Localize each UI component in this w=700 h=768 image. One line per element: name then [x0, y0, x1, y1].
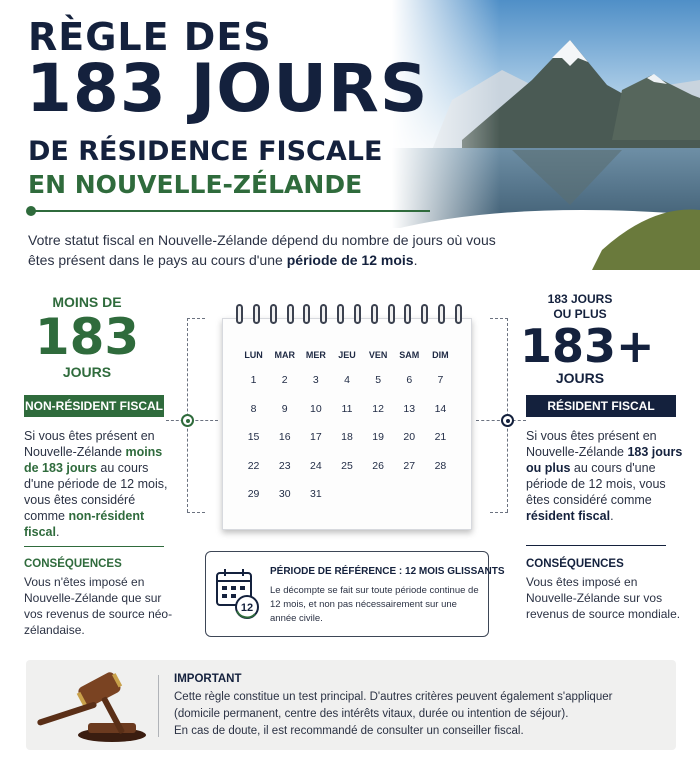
calendar-weekday: SAM [399, 350, 420, 360]
right-consequences-text: Vous êtes imposé en Nouvelle-Zélande sur vos revenus de source mondiale. [526, 575, 681, 621]
title-line-1: RÈGLE DES [28, 15, 272, 59]
calendar-weekday: DIM [432, 350, 449, 360]
left-connector-top [187, 318, 205, 319]
calendar-day: 14 [434, 402, 447, 415]
calendar-weekday: MAR [274, 350, 295, 360]
calendar-ring [354, 304, 361, 324]
title-line-3: DE RÉSIDENCE FISCALE [28, 136, 383, 167]
calendar-day: 6 [406, 374, 413, 386]
calendar-ring [270, 304, 277, 324]
calendar-ring [371, 304, 378, 324]
calendar-day: 11 [341, 402, 353, 415]
right-description [526, 428, 686, 524]
calendar-day: 8 [250, 402, 257, 415]
right-consequences-title: CONSÉQUENCES [526, 558, 624, 570]
calendar-day: 29 [247, 488, 260, 500]
left-text-part: au cours d'une période de 12 mois, vous êtes considéré comme [24, 461, 168, 523]
calendar-ring [303, 304, 310, 324]
calendar-day: 4 [344, 374, 350, 386]
right-label-bottom: JOURS [555, 370, 605, 386]
title-divider-dot [26, 206, 36, 216]
calendar-day: 2 [281, 374, 288, 386]
intro-text [28, 230, 498, 270]
left-day-count [22, 294, 152, 380]
calendar-day: 15 [247, 431, 260, 443]
calendar-day: 18 [341, 431, 353, 443]
calendar-ring [404, 304, 411, 324]
calendar-day: 21 [434, 431, 447, 443]
important-line: (domicile permanent, centre des intérêts vitaux, durée ou intention de séjour). [174, 708, 569, 720]
calendar-day: 25 [341, 459, 353, 472]
calendar-day: 17 [310, 431, 322, 443]
left-text-bold: non-résident fiscal [24, 509, 145, 539]
calendar-grid [238, 346, 456, 513]
title-line-2: 183 JOURS [26, 50, 429, 127]
calendar-day: 16 [278, 431, 291, 443]
calendar-day: 24 [310, 459, 322, 472]
calendar-12-icon [215, 567, 261, 621]
calendar-weekday: LUN [244, 350, 263, 360]
calendar-day: 10 [310, 402, 322, 415]
right-text-part: Si vous êtes présent en Nouvelle-Zélande [526, 429, 657, 459]
left-connector-dot [181, 414, 194, 427]
calendar-ring [455, 304, 462, 324]
important-text [174, 689, 654, 740]
title-line-4: EN NOUVELLE-ZÉLANDE [28, 170, 363, 199]
right-separator [526, 545, 666, 546]
calendar-day: 26 [372, 459, 384, 472]
calendar-ring [421, 304, 428, 324]
calendar-day: 19 [372, 431, 384, 443]
left-consequences-text: Vous n'êtes imposé en Nouvelle-Zélande que sur vos revenus de source néo-zélandaise. [24, 575, 173, 637]
calendar-day: 3 [312, 374, 319, 386]
period-text: Le décompte se fait sur toute période continue de 12 mois, et non pas nécessairement sur une année civile. [270, 585, 479, 624]
calendar-weekday: MER [305, 350, 326, 360]
calendar-day: 30 [278, 488, 291, 500]
right-text-end: . [610, 509, 614, 523]
resident-badge: RÉSIDENT FISCAL [526, 395, 676, 417]
left-number: 183 [34, 308, 140, 366]
calendar-day: 28 [434, 459, 447, 472]
calendar-ring [236, 304, 243, 324]
important-line: En cas de doute, il est recommandé de consulter un conseiller fiscal. [174, 725, 524, 737]
calendar-day: 9 [281, 402, 288, 415]
right-text-bold: 183 jours ou plus [526, 445, 683, 475]
calendar-ring [253, 304, 260, 324]
calendar-day: 22 [247, 459, 260, 472]
left-label-top: MOINS DE [52, 294, 122, 310]
title-divider [30, 210, 430, 212]
left-consequences-title: CONSÉQUENCES [24, 558, 122, 570]
intro-text-part: Votre statut fiscal en Nouvelle-Zélande dépend du nombre de jours où vous êtes présent dans le pays au cours d'une [28, 232, 496, 268]
right-connector-dot [501, 414, 514, 427]
calendar-ring [438, 304, 445, 324]
right-day-count [520, 292, 655, 386]
intro-text-end: . [413, 252, 418, 268]
calendar-day: 23 [278, 459, 291, 472]
calendar-day: 5 [375, 374, 382, 386]
calendar-ring [287, 304, 294, 324]
left-text-part: Si vous êtes présent en Nouvelle-Zélande [24, 429, 155, 459]
left-connector-bottom [187, 512, 205, 513]
calendar-weekday: JEU [338, 350, 356, 360]
calendar-day: 1 [250, 374, 257, 386]
calendar-day: 12 [372, 402, 384, 415]
right-text-bold: résident fiscal [526, 509, 611, 523]
right-number: 183+ [520, 319, 655, 373]
right-connector-bottom [490, 512, 508, 513]
calendar-ring [388, 304, 395, 324]
calendar-day: 7 [437, 374, 444, 386]
right-text-part: au cours d'une période de 12 mois, vous êtes considéré comme [526, 461, 666, 507]
left-label-bottom: JOURS [62, 364, 112, 380]
calendar-icon-number: 12 [240, 602, 254, 614]
important-title: IMPORTANT [174, 673, 242, 685]
calendar-day: 13 [403, 402, 416, 415]
calendar-day: 20 [403, 431, 416, 443]
calendar-binding-rings [236, 304, 462, 328]
right-label-top: 183 JOURS OU PLUS [547, 292, 613, 321]
calendar-weekday: VEN [368, 350, 388, 360]
left-description [24, 428, 174, 540]
calendar-day: 27 [403, 459, 416, 472]
non-resident-badge: NON-RÉSIDENT FISCAL [24, 395, 164, 417]
calendar-ring [320, 304, 327, 324]
left-separator [24, 546, 164, 547]
period-title: PÉRIODE DE RÉFÉRENCE : 12 MOIS GLISSANTS [270, 566, 505, 577]
left-text-bold: moins de 183 jours [24, 445, 163, 475]
gavel-icon [30, 665, 150, 745]
important-separator [158, 675, 159, 737]
right-connector-top [490, 318, 508, 319]
important-line: Cette règle constitue un test principal. D'autres critères peuvent également s'appliquer [174, 691, 613, 703]
calendar-ring [337, 304, 344, 324]
calendar-day: 31 [310, 488, 322, 500]
left-text-end: . [55, 525, 60, 539]
intro-text-bold: période de 12 mois [286, 252, 414, 268]
